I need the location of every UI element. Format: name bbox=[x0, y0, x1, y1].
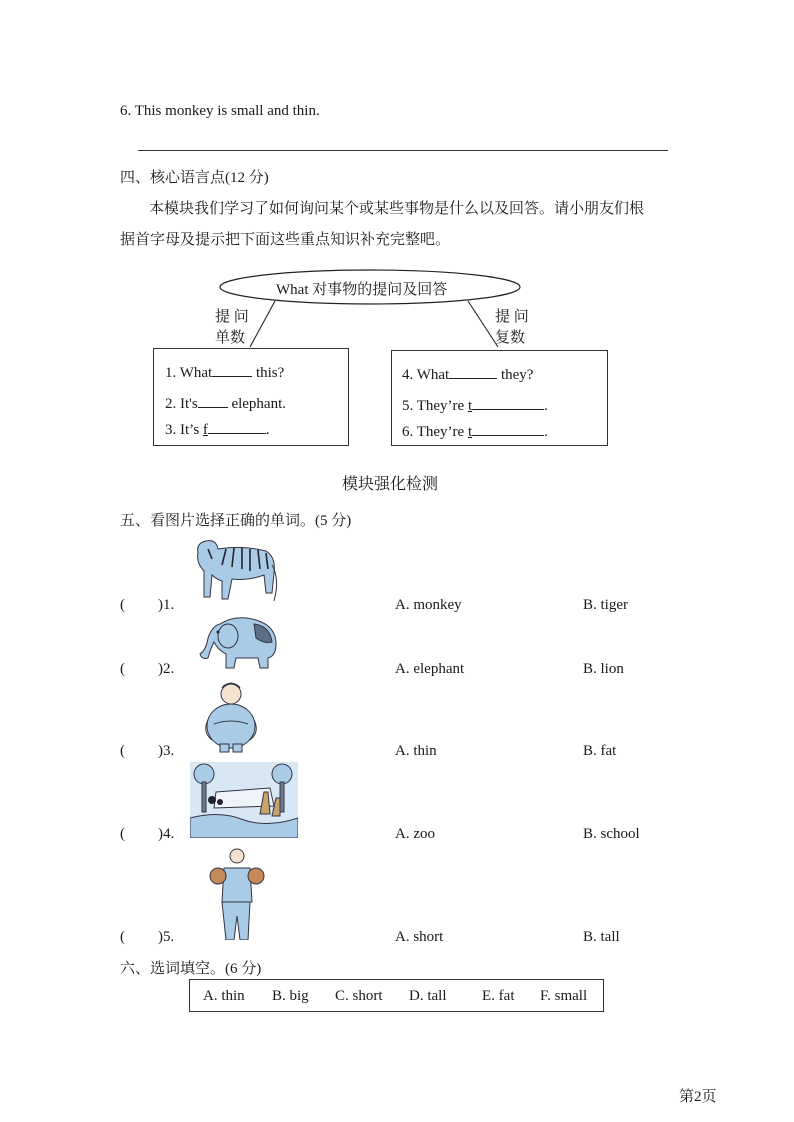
module-title: 模块强化检测 bbox=[342, 476, 439, 493]
blank-5[interactable] bbox=[472, 395, 544, 410]
answer-line-6[interactable] bbox=[138, 150, 668, 151]
item-number-1: )1. bbox=[158, 597, 175, 613]
item-number-2: )2. bbox=[158, 661, 175, 677]
item-6-initial: t bbox=[467, 424, 473, 440]
item-6: 6. They’re t . bbox=[402, 421, 548, 441]
option-2a[interactable]: A. elephant bbox=[395, 661, 465, 677]
right-label-ask: 提 问 bbox=[495, 309, 529, 325]
answer-paren-2[interactable]: ( bbox=[120, 661, 125, 677]
item-4-end: they? bbox=[500, 367, 534, 383]
blank-6[interactable] bbox=[472, 421, 544, 436]
answer-paren-3[interactable]: ( bbox=[120, 743, 125, 759]
blank-3[interactable] bbox=[208, 419, 266, 434]
item-2-end: elephant. bbox=[231, 396, 287, 412]
item-2-start: 2. It's bbox=[165, 396, 198, 412]
item-3: 3. It’s f . bbox=[165, 419, 270, 439]
option-1a[interactable]: A. monkey bbox=[395, 597, 462, 613]
item-6-start: 6. They’re bbox=[402, 424, 468, 440]
option-1b[interactable]: B. tiger bbox=[583, 597, 628, 613]
blank-4[interactable] bbox=[449, 364, 497, 379]
question-6-text: 6. This monkey is small and thin. bbox=[120, 103, 320, 119]
blank-2[interactable] bbox=[198, 393, 228, 408]
blank-1[interactable] bbox=[212, 362, 252, 377]
answer-paren-1[interactable]: ( bbox=[120, 597, 125, 613]
item-5: 5. They’re t . bbox=[402, 395, 548, 415]
left-label-singular: 单数 bbox=[215, 330, 246, 346]
word-option-d: D. tall bbox=[409, 988, 447, 1004]
word-option-b: B. big bbox=[272, 988, 309, 1004]
item-4-start: 4. What bbox=[402, 367, 450, 383]
item-1 bbox=[165, 362, 284, 382]
tiger-picture bbox=[188, 535, 282, 607]
right-label-plural: 复数 bbox=[495, 330, 526, 346]
word-option-f: F. small bbox=[540, 988, 588, 1004]
section-4-intro-line2: 据首字母及提示把下面这些重点知识补充完整吧。 bbox=[120, 232, 451, 248]
option-5b[interactable]: B. tall bbox=[583, 929, 620, 945]
section-6-heading: 六、选词填空。(6 分) bbox=[120, 961, 262, 977]
section-4-heading: 四、核心语言点(12 分) bbox=[120, 170, 269, 186]
word-option-a: A. thin bbox=[203, 988, 245, 1004]
item-2 bbox=[165, 393, 286, 413]
right-connector bbox=[468, 301, 498, 347]
word-option-c: C. short bbox=[335, 988, 383, 1004]
item-3-start: 3. It’s bbox=[165, 422, 203, 438]
item-3-initial: f bbox=[202, 422, 208, 438]
word-option-e: E. fat bbox=[482, 988, 515, 1004]
left-label-ask: 提 问 bbox=[215, 309, 249, 325]
left-connector bbox=[250, 301, 275, 347]
item-number-4: )4. bbox=[158, 826, 175, 842]
option-3a[interactable]: A. thin bbox=[395, 743, 437, 759]
option-4a[interactable]: A. zoo bbox=[395, 826, 435, 842]
fat-person-picture bbox=[200, 680, 262, 754]
oval-label: What 对事物的提问及回答 bbox=[276, 282, 448, 298]
option-4b[interactable]: B. school bbox=[583, 826, 640, 842]
option-2b[interactable]: B. lion bbox=[583, 661, 624, 677]
page-number: 第2页 bbox=[679, 1089, 717, 1105]
elephant-picture bbox=[196, 614, 282, 672]
item-4 bbox=[402, 364, 533, 384]
section-5-heading: 五、看图片选择正确的单词。(5 分) bbox=[120, 513, 352, 529]
answer-paren-5[interactable]: ( bbox=[120, 929, 125, 945]
option-3b[interactable]: B. fat bbox=[583, 743, 617, 759]
section-4-intro-line1: 本模块我们学习了如何询问某个或某些事物是什么以及回答。请小朋友们根 bbox=[149, 201, 645, 217]
item-number-3: )3. bbox=[158, 743, 175, 759]
item-5-initial: t bbox=[467, 398, 473, 414]
item-1-start: 1. What bbox=[165, 365, 213, 381]
option-5a[interactable]: A. short bbox=[395, 929, 444, 945]
item-1-end: this? bbox=[255, 365, 285, 381]
answer-paren-4[interactable]: ( bbox=[120, 826, 125, 842]
item-5-start: 5. They’re bbox=[402, 398, 468, 414]
zoo-picture bbox=[190, 762, 298, 838]
tall-person-picture bbox=[204, 846, 270, 940]
item-number-5: )5. bbox=[158, 929, 175, 945]
